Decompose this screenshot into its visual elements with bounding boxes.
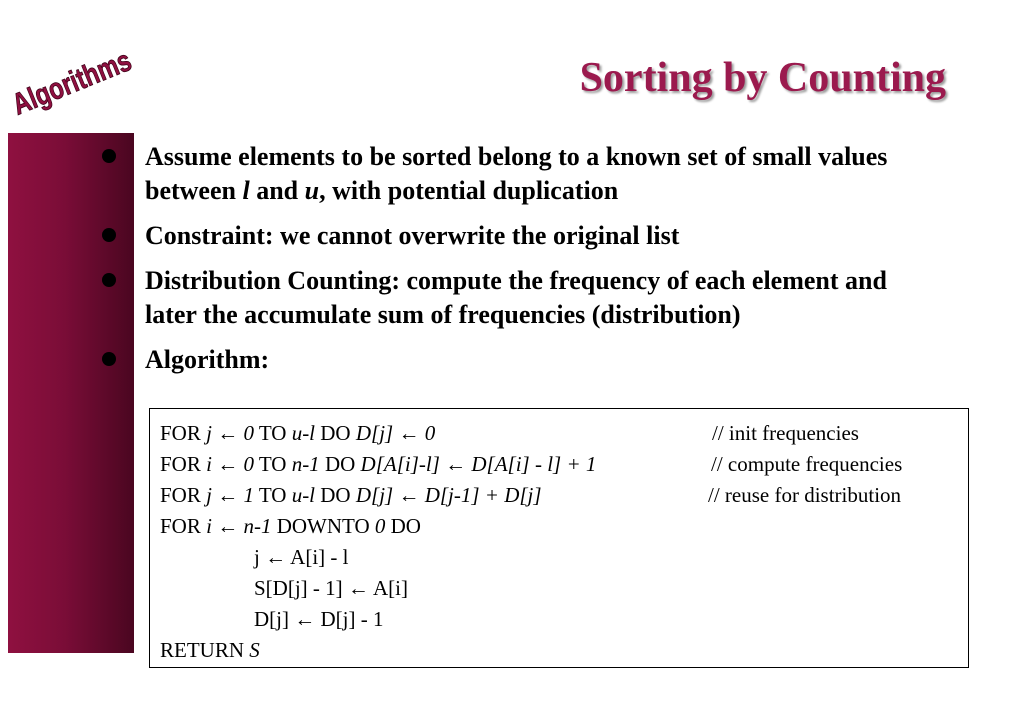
bullet-text: Algorithm: — [145, 345, 270, 374]
bullet-item — [98, 140, 898, 208]
logo-text: Algorithms — [7, 31, 167, 122]
bullet-text: Constraint: we cannot overwrite the original list — [145, 221, 680, 250]
bullet-dot-icon — [102, 273, 116, 287]
algorithm-comment: // init frequencies — [712, 421, 859, 445]
bullet-text: Distribution Counting: compute the frequency of each element and later the accumulate sum of frequencies (distribution) — [145, 266, 887, 329]
algorithm-line: FOR j ← 0 TO u-l DO D[j] ← 0 // init frequencies — [160, 418, 968, 449]
algorithms-logo-graphic — [6, 31, 167, 122]
bullet-item — [98, 343, 898, 377]
bullet-item — [98, 264, 898, 332]
algorithm-line: S[D[j] - 1] ← A[i] — [254, 576, 408, 600]
algorithm-box — [149, 408, 969, 668]
bullet-text: Assume elements to be sorted belong to a known set of small values between l and u, with potential duplication — [145, 142, 888, 205]
algorithm-line: FOR j ← 1 TO u-l DO D[j] ← D[j-1] + D[j] // reuse for distribution — [160, 480, 968, 511]
algorithm-comment: // compute frequencies — [711, 452, 903, 476]
algorithm-line: FOR i ← n-1 DOWNTO 0 DO — [160, 514, 421, 538]
bullet-item — [98, 219, 898, 253]
algorithm-line: D[j] ← D[j] - 1 — [254, 607, 384, 631]
bullet-dot-icon — [102, 149, 116, 163]
algorithm-line: FOR i ← 0 TO n-1 DO D[A[i]-l] ← D[A[i] - l] + 1 // compute frequencies — [160, 449, 968, 480]
algorithms-logo — [6, 31, 167, 122]
algorithm-line: j ← A[i] - l — [254, 545, 349, 569]
bullet-list — [98, 140, 898, 388]
bullet-dot-icon — [102, 228, 116, 242]
algorithm-comment: // reuse for distribution — [708, 483, 902, 507]
bullet-dot-icon — [102, 352, 116, 366]
slide-title: Sorting by Counting — [579, 55, 946, 101]
algorithm-line: RETURN S — [160, 638, 260, 662]
